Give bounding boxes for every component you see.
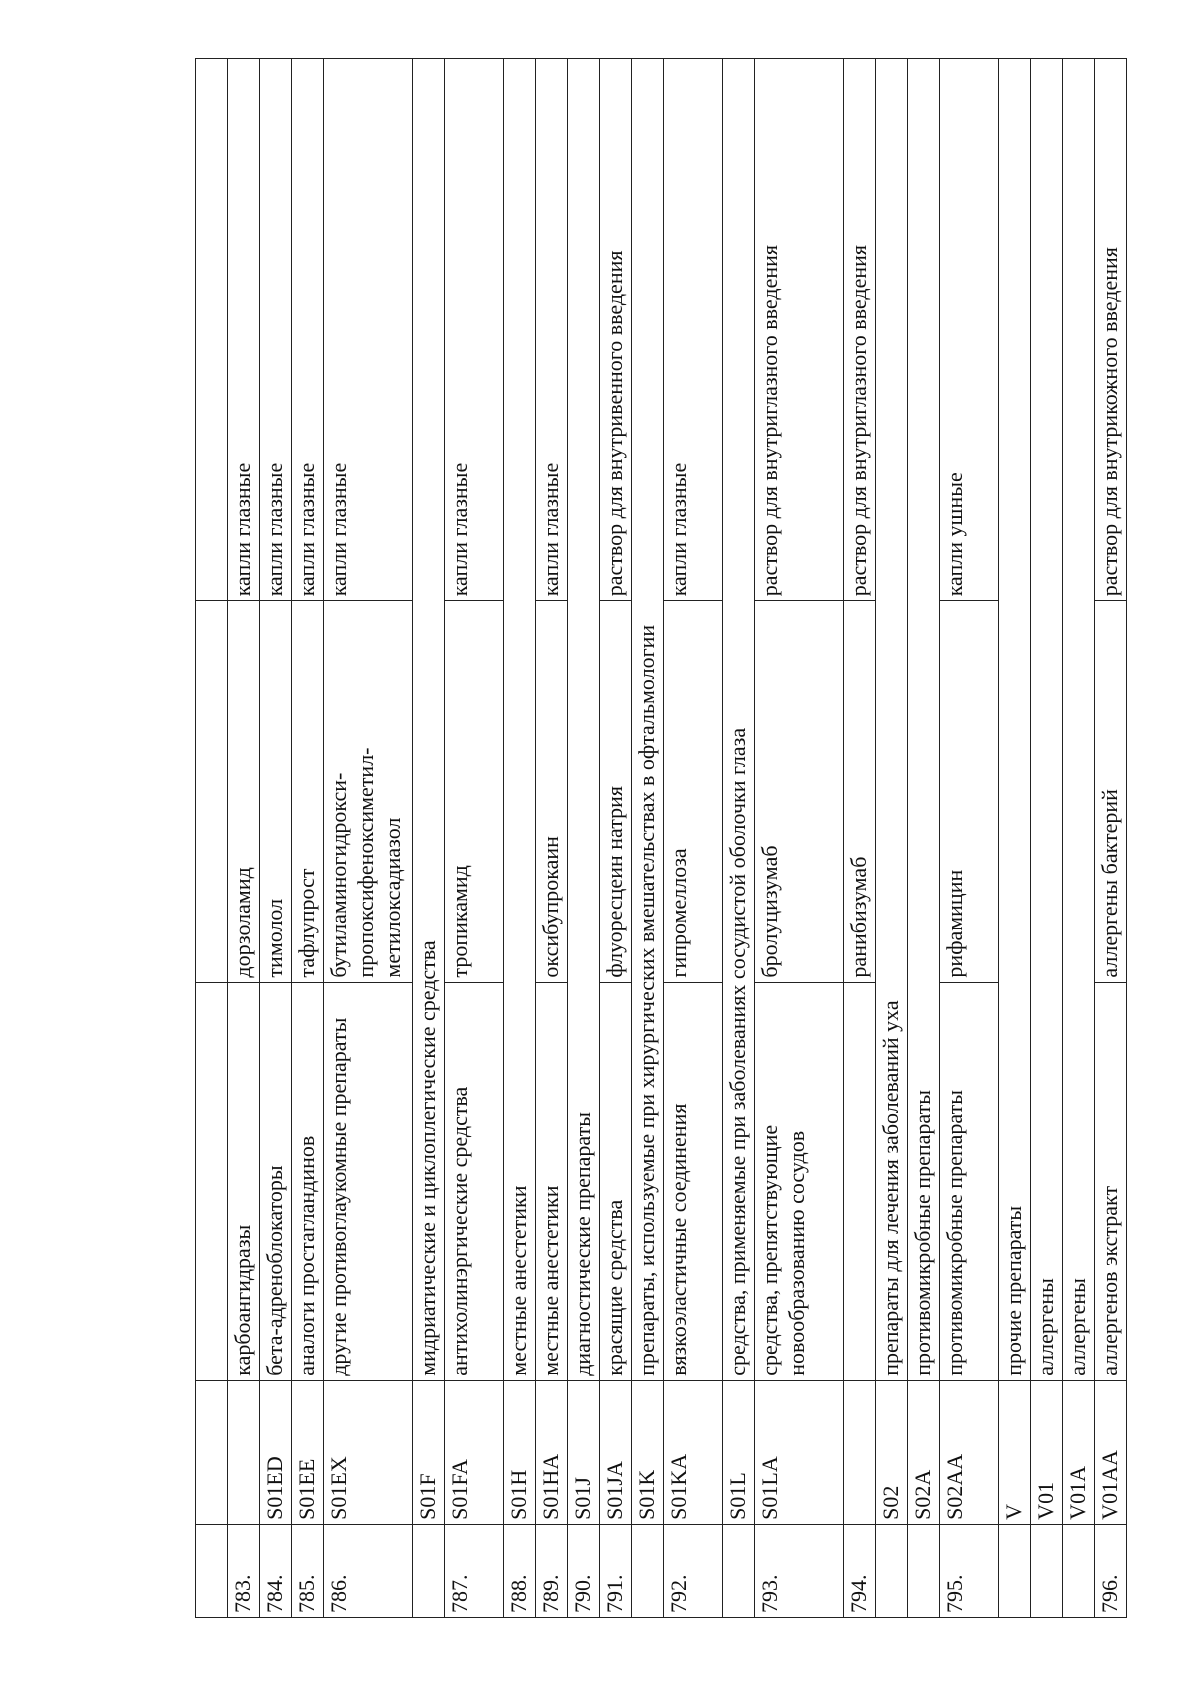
cell-num: 796.	[1095, 1524, 1127, 1617]
table-row	[536, 59, 568, 1618]
table-row	[413, 59, 445, 1618]
table-row	[568, 59, 600, 1618]
cell-name: бета-адреноблокаторы	[260, 982, 292, 1380]
table-row	[723, 59, 755, 1618]
cell-code	[844, 1380, 876, 1524]
cell-num: 785.	[292, 1524, 324, 1617]
table-row	[999, 59, 1031, 1618]
cell-num: 787.	[445, 1524, 504, 1617]
table-row	[260, 59, 292, 1618]
table-row	[908, 59, 940, 1618]
cell-code: S01L	[723, 1380, 755, 1524]
cell-drug: бутиламиногидрокси-пропоксифеноксиметил-метилоксадиазол	[324, 601, 413, 982]
cell-drug: ранибизумаб	[844, 601, 876, 982]
drug-list-table	[195, 58, 1127, 1618]
cell-form: капли глазные	[292, 59, 324, 601]
table-row	[228, 59, 260, 1618]
cell-num	[999, 1524, 1031, 1617]
table-row	[755, 59, 844, 1618]
cell-num: 790.	[568, 1524, 600, 1617]
cell-code: S01JA	[600, 1380, 632, 1524]
cell-code: S01K	[632, 1380, 664, 1524]
cell-form: капли глазные	[536, 59, 568, 601]
cell-drug: рифамицин	[940, 601, 999, 982]
cell-num	[1063, 1524, 1095, 1617]
cell-num: 794.	[844, 1524, 876, 1617]
rotated-page	[195, 58, 1122, 1618]
cell-num	[908, 1524, 940, 1617]
table-row	[600, 59, 632, 1618]
cell-num: 788.	[504, 1524, 536, 1617]
cell-form: капли глазные	[260, 59, 292, 601]
cell-span: препараты, используемые при хирургических вмешательствах в офтальмологии	[632, 59, 664, 1381]
cell-code: S01EX	[324, 1380, 413, 1524]
cell-drug: бролуцизумаб	[755, 601, 844, 982]
cell-name	[196, 982, 228, 1380]
cell-span: аллергены	[1063, 59, 1095, 1381]
cell-code: V01A	[1063, 1380, 1095, 1524]
cell-name: аналоги простагландинов	[292, 982, 324, 1380]
cell-drug: оксибупрокаин	[536, 601, 568, 982]
cell-form: капли глазные	[324, 59, 413, 601]
cell-span: диагностические препараты	[568, 59, 600, 1381]
cell-code: S01EE	[292, 1380, 324, 1524]
cell-num: 793.	[755, 1524, 844, 1617]
cell-name: вязкоэластичные соединения	[664, 982, 723, 1380]
table-row	[940, 59, 999, 1618]
cell-form: раствор для внутрикожного введения	[1095, 59, 1127, 601]
cell-name: красящие средства	[600, 982, 632, 1380]
cell-name: местные анестетики	[536, 982, 568, 1380]
cell-span: прочие препараты	[999, 59, 1031, 1381]
cell-form: капли глазные	[228, 59, 260, 601]
cell-num: 786.	[324, 1524, 413, 1617]
cell-num: 792.	[664, 1524, 723, 1617]
cell-code: S01LA	[755, 1380, 844, 1524]
cell-code: S02	[876, 1380, 908, 1524]
table-row	[445, 59, 504, 1618]
table-row	[1031, 59, 1063, 1618]
cell-drug	[196, 601, 228, 982]
cell-code: S02A	[908, 1380, 940, 1524]
cell-span: противомикробные препараты	[908, 59, 940, 1381]
cell-code: S01H	[504, 1380, 536, 1524]
cell-name	[844, 982, 876, 1380]
cell-code: S01HA	[536, 1380, 568, 1524]
cell-form: раствор для внутриглазного введения	[755, 59, 844, 601]
cell-form: раствор для внутривенного введения	[600, 59, 632, 601]
cell-code: S01FA	[445, 1380, 504, 1524]
cell-drug: тафлупрост	[292, 601, 324, 982]
cell-num: 789.	[536, 1524, 568, 1617]
cell-form: капли глазные	[664, 59, 723, 601]
cell-code: S01F	[413, 1380, 445, 1524]
cell-name: антихолинэргические средства	[445, 982, 504, 1380]
table-row	[504, 59, 536, 1618]
cell-name: противомикробные препараты	[940, 982, 999, 1380]
cell-code: V01	[1031, 1380, 1063, 1524]
cell-code: S01ED	[260, 1380, 292, 1524]
cell-form: раствор для внутриглазного введения	[844, 59, 876, 601]
cell-code	[228, 1380, 260, 1524]
table-row	[876, 59, 908, 1618]
cell-name: другие противоглаукомные препараты	[324, 982, 413, 1380]
cell-num: 784.	[260, 1524, 292, 1617]
cell-name: карбоангидразы	[228, 982, 260, 1380]
cell-drug: тропикамид	[445, 601, 504, 982]
table-row	[844, 59, 876, 1618]
cell-code: S01J	[568, 1380, 600, 1524]
cell-drug: дорзоламид	[228, 601, 260, 982]
table-row	[1063, 59, 1095, 1618]
cell-num	[876, 1524, 908, 1617]
cell-form: капли ушные	[940, 59, 999, 601]
cell-name: средства, препятствующие новообразованию сосудов	[755, 982, 844, 1380]
table-row	[324, 59, 413, 1618]
cell-span: средства, применяемые при заболеваниях сосудистой оболочки глаза	[723, 59, 755, 1381]
cell-code: V01AA	[1095, 1380, 1127, 1524]
cell-form: капли глазные	[445, 59, 504, 601]
table-row	[196, 59, 228, 1618]
cell-span: аллергены	[1031, 59, 1063, 1381]
cell-num: 791.	[600, 1524, 632, 1617]
cell-num	[413, 1524, 445, 1617]
cell-num: 795.	[940, 1524, 999, 1617]
table-row	[292, 59, 324, 1618]
cell-form	[196, 59, 228, 601]
cell-name: аллергенов экстракт	[1095, 982, 1127, 1380]
cell-drug: флуоресцеин натрия	[600, 601, 632, 982]
cell-span: местные анестетики	[504, 59, 536, 1381]
cell-drug: тимолол	[260, 601, 292, 982]
cell-num	[723, 1524, 755, 1617]
cell-num	[1031, 1524, 1063, 1617]
table-row	[1095, 59, 1127, 1618]
table-row	[632, 59, 664, 1618]
cell-num	[196, 1524, 228, 1617]
cell-span: мидриатические и циклоплегические средства	[413, 59, 445, 1381]
cell-drug: гипромеллоза	[664, 601, 723, 982]
cell-span: препараты для лечения заболеваний уха	[876, 59, 908, 1381]
cell-drug: аллергены бактерий	[1095, 601, 1127, 982]
cell-code: V	[999, 1380, 1031, 1524]
cell-num	[632, 1524, 664, 1617]
cell-code	[196, 1380, 228, 1524]
table-row	[664, 59, 723, 1618]
cell-code: S02AA	[940, 1380, 999, 1524]
cell-num: 783.	[228, 1524, 260, 1617]
cell-code: S01KA	[664, 1380, 723, 1524]
